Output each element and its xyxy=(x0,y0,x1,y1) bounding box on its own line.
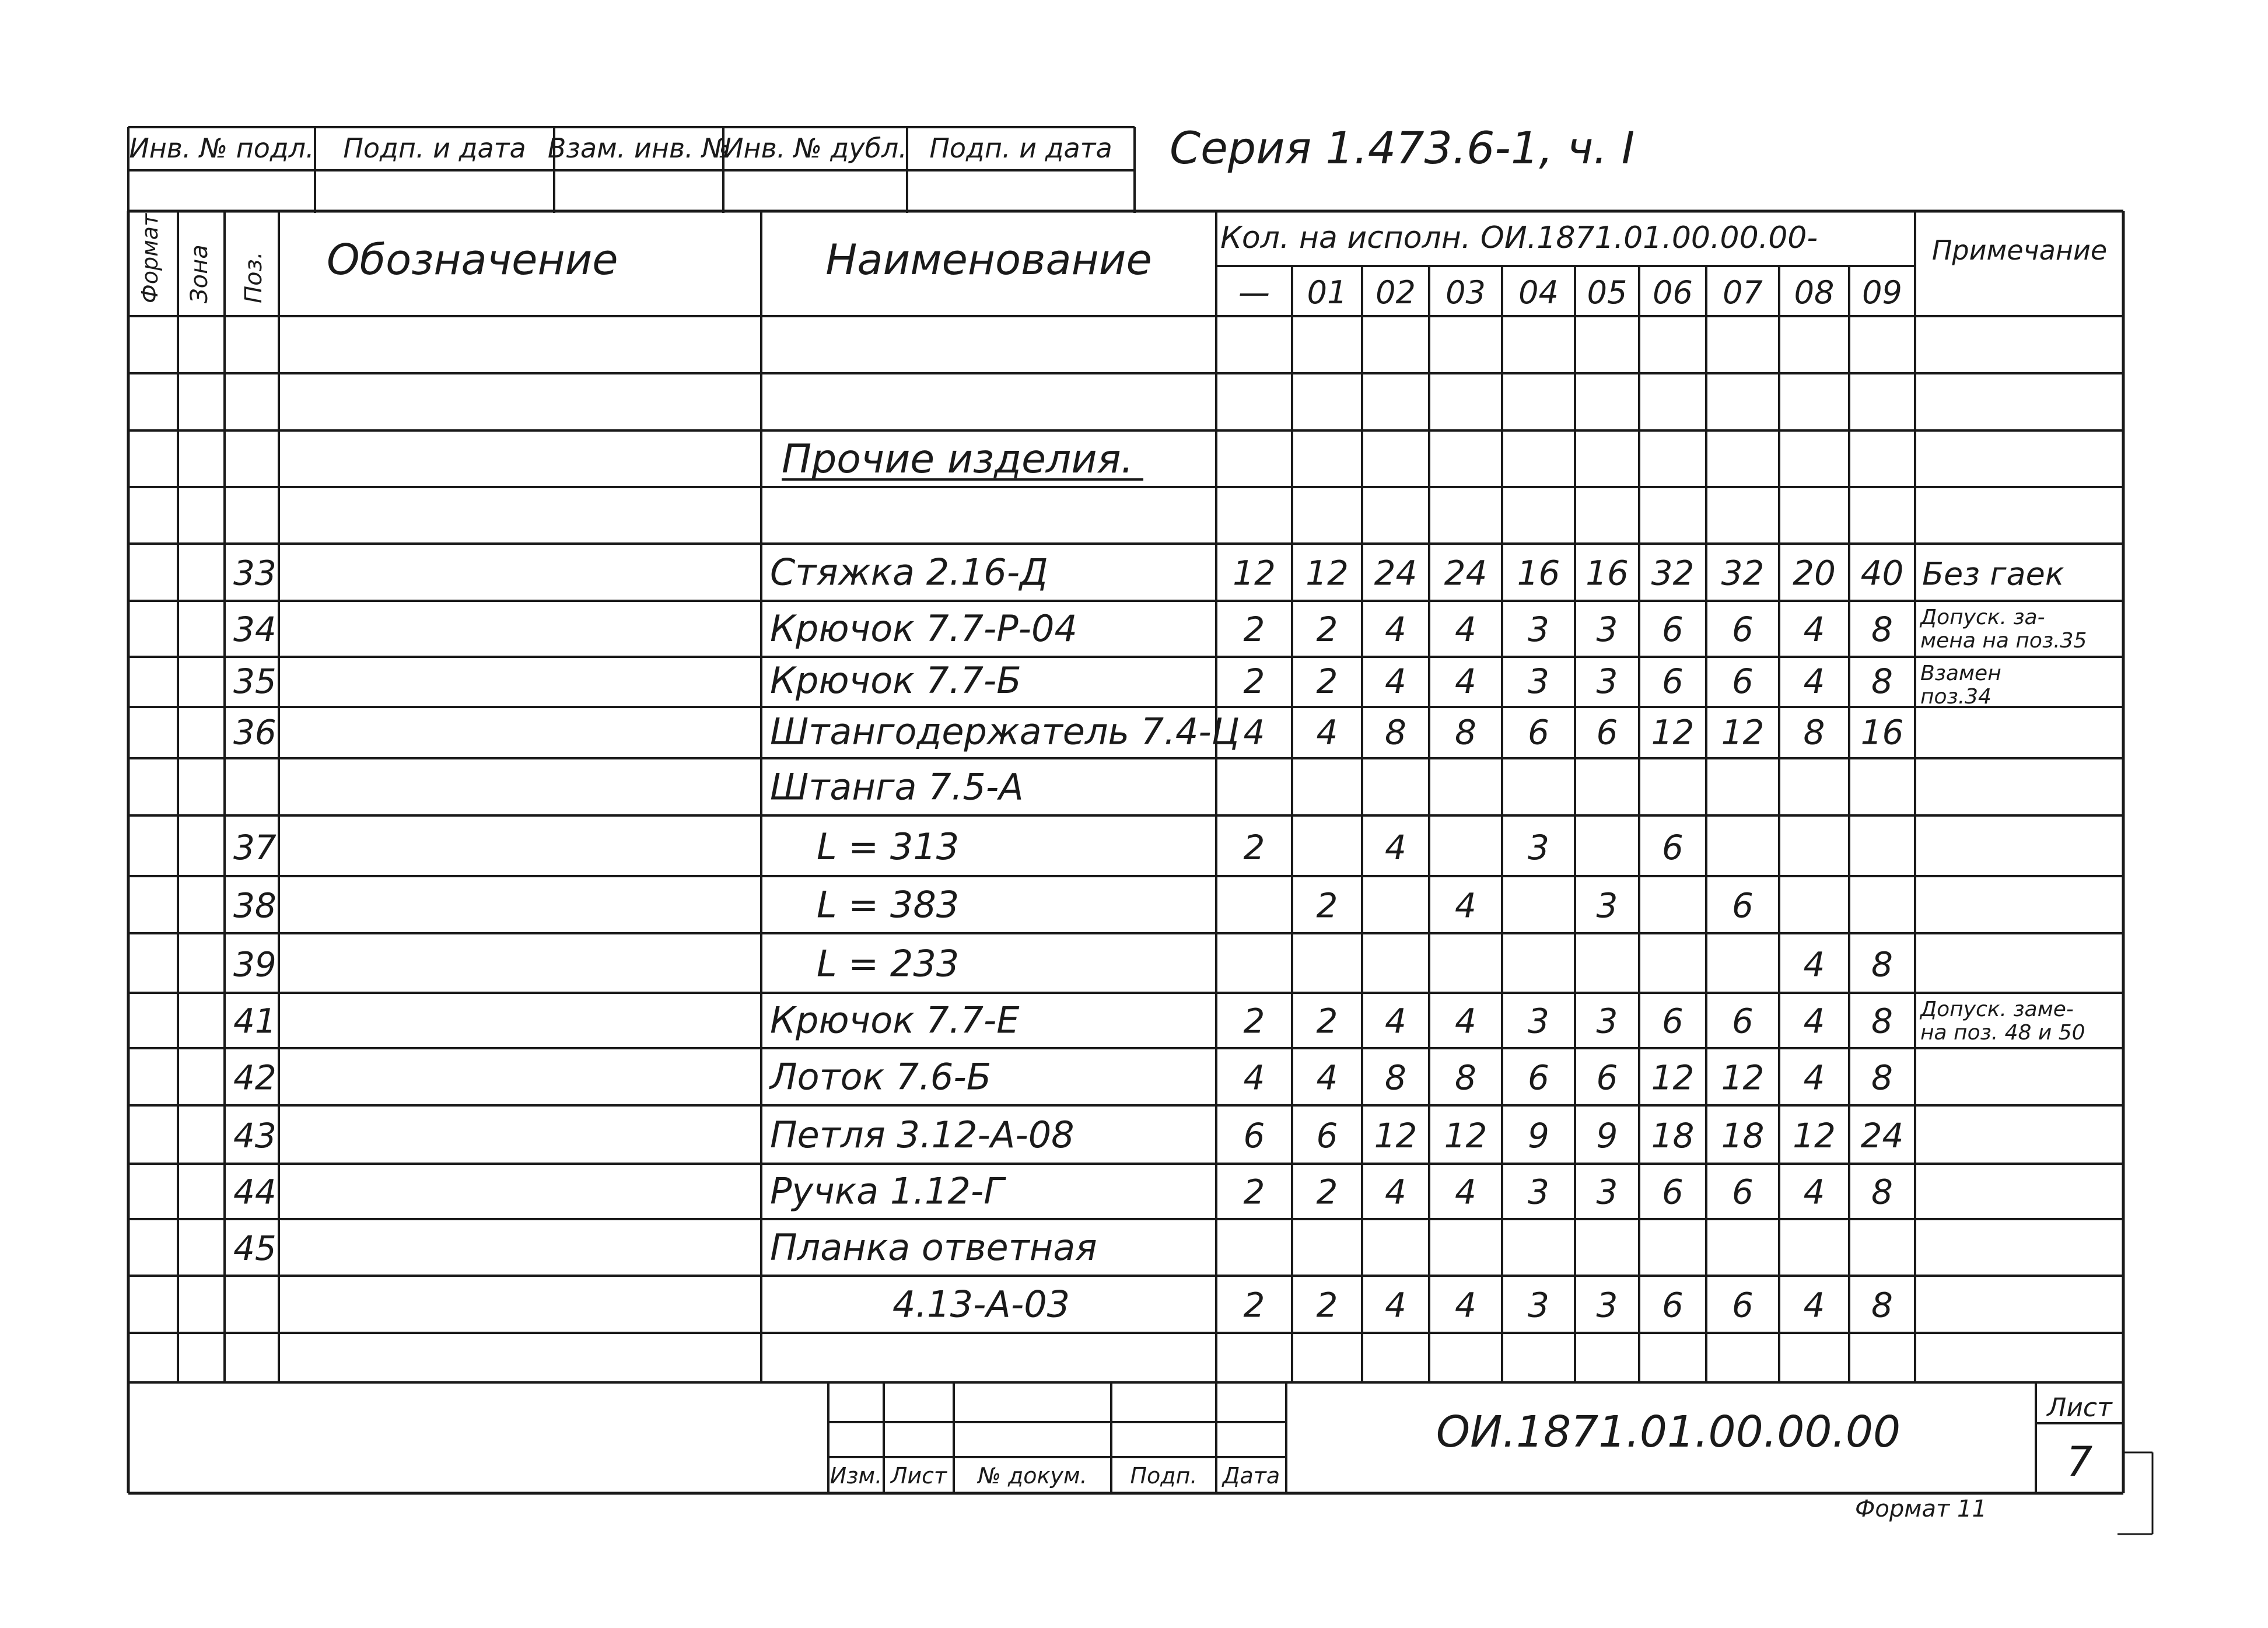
row-pos: 37 xyxy=(233,827,276,867)
row-pos: 34 xyxy=(233,610,276,650)
row-pos: 35 xyxy=(233,661,276,701)
row-qty: 2 xyxy=(1316,885,1338,926)
row-qty: 12 xyxy=(1651,712,1695,752)
row-qty: 20 xyxy=(1793,553,1836,593)
series-title: Серия 1.473.6-1, ч. I xyxy=(1170,122,1635,174)
row-qty: 6 xyxy=(1662,1285,1684,1325)
row-qty: 8 xyxy=(1455,712,1476,752)
row-qty: 2 xyxy=(1243,827,1265,867)
row-qty: 6 xyxy=(1528,712,1549,752)
header-pos: Поз. xyxy=(240,251,267,303)
row-qty: 6 xyxy=(1662,661,1684,701)
variant-label: 04 xyxy=(1518,274,1559,311)
stamp-cell-label: Инв. № подл. xyxy=(129,132,314,164)
row-qty: 2 xyxy=(1316,1285,1338,1325)
row-qty: 4 xyxy=(1385,1001,1406,1041)
row-qty: 12 xyxy=(1374,1116,1418,1156)
row-qty: 8 xyxy=(1871,1172,1893,1212)
row-qty: 8 xyxy=(1803,712,1825,752)
row-qty: 8 xyxy=(1871,1058,1893,1098)
row-qty: 8 xyxy=(1871,1001,1893,1041)
row-qty: 40 xyxy=(1860,553,1904,593)
row-qty: 3 xyxy=(1528,827,1549,867)
row-qty: 3 xyxy=(1528,1001,1549,1041)
row-qty: 6 xyxy=(1316,1116,1338,1156)
row-qty: 4 xyxy=(1803,610,1825,650)
row-qty: 2 xyxy=(1243,1285,1265,1325)
row-name: Планка ответная xyxy=(770,1226,1097,1269)
variant-label: — xyxy=(1238,274,1270,311)
row-name: Петля 3.12-А-08 xyxy=(770,1114,1074,1156)
row-qty: 4 xyxy=(1803,661,1825,701)
row-qty: 4 xyxy=(1243,712,1265,752)
header-name: Наименование xyxy=(825,235,1152,284)
row-pos: 38 xyxy=(233,885,276,926)
row-qty: 18 xyxy=(1651,1116,1695,1156)
row-name: Штангодержатель 7.4-Ц xyxy=(770,710,1240,753)
variant-label: 08 xyxy=(1794,274,1835,311)
row-qty: 6 xyxy=(1732,661,1754,701)
row-qty: 4 xyxy=(1455,1285,1476,1325)
variant-label: 02 xyxy=(1376,274,1416,311)
row-qty: 2 xyxy=(1316,610,1338,650)
title-block-col-label: Дата xyxy=(1222,1463,1280,1489)
row-qty: 8 xyxy=(1455,1058,1476,1098)
row-qty: 6 xyxy=(1732,1285,1754,1325)
header-designation: Обозначение xyxy=(327,235,618,284)
row-qty: 3 xyxy=(1596,610,1618,650)
row-name: L = 313 xyxy=(817,825,960,868)
row-qty: 2 xyxy=(1316,1001,1338,1041)
row-qty: 6 xyxy=(1662,610,1684,650)
row-name: Крючок 7.7-Р-04 xyxy=(770,607,1077,650)
row-note: мена на поз.35 xyxy=(1920,629,2087,653)
row-qty: 3 xyxy=(1596,885,1618,926)
row-qty: 12 xyxy=(1651,1058,1695,1098)
row-qty: 4 xyxy=(1243,1058,1265,1098)
row-qty: 4 xyxy=(1316,1058,1338,1098)
row-qty: 6 xyxy=(1243,1116,1265,1156)
row-qty: 24 xyxy=(1374,553,1418,593)
row-name: 4.13-А-03 xyxy=(892,1283,1070,1326)
title-block-col-label: Подп. xyxy=(1130,1463,1198,1489)
row-qty: 8 xyxy=(1871,944,1893,985)
row-qty: 3 xyxy=(1596,1172,1618,1212)
row-name: Крючок 7.7-Б xyxy=(770,659,1021,702)
row-name: Крючок 7.7-Е xyxy=(770,999,1020,1042)
row-qty: 8 xyxy=(1871,1285,1893,1325)
row-qty: 32 xyxy=(1651,553,1695,593)
row-qty: 16 xyxy=(1586,553,1629,593)
row-qty: 8 xyxy=(1871,661,1893,701)
row-qty: 12 xyxy=(1306,553,1349,593)
row-qty: 4 xyxy=(1803,944,1825,985)
format-footer: Формат 11 xyxy=(1855,1496,1987,1522)
row-pos: 42 xyxy=(233,1058,276,1098)
row-qty: 12 xyxy=(1444,1116,1488,1156)
row-name: L = 383 xyxy=(817,883,960,926)
variant-label: 07 xyxy=(1723,274,1763,311)
stamp-cell-label: Подп. и дата xyxy=(929,132,1112,164)
stamp-cell-label: Подп. и дата xyxy=(343,132,526,164)
row-note: поз.34 xyxy=(1920,685,1992,709)
row-qty: 18 xyxy=(1721,1116,1765,1156)
row-qty: 16 xyxy=(1517,553,1560,593)
header-format: Формат xyxy=(137,213,163,303)
row-name: Стяжка 2.16-Д xyxy=(770,551,1048,594)
row-name: L = 233 xyxy=(817,942,960,985)
row-qty: 9 xyxy=(1528,1116,1549,1156)
row-pos: 44 xyxy=(233,1172,276,1212)
row-qty: 16 xyxy=(1860,712,1904,752)
row-qty: 4 xyxy=(1385,1172,1406,1212)
row-qty: 4 xyxy=(1455,1001,1476,1041)
row-qty: 12 xyxy=(1793,1116,1836,1156)
row-qty: 4 xyxy=(1803,1001,1825,1041)
row-qty: 8 xyxy=(1385,1058,1406,1098)
variant-label: 01 xyxy=(1307,274,1348,311)
row-qty: 2 xyxy=(1243,1001,1265,1041)
row-pos: 33 xyxy=(233,553,276,593)
row-qty: 4 xyxy=(1455,885,1476,926)
row-pos: 41 xyxy=(233,1001,276,1041)
sheet-number: 7 xyxy=(2066,1438,2093,1486)
row-qty: 3 xyxy=(1596,661,1618,701)
row-qty: 12 xyxy=(1721,712,1765,752)
row-qty: 4 xyxy=(1803,1172,1825,1212)
row-qty: 4 xyxy=(1455,661,1476,701)
row-qty: 6 xyxy=(1596,1058,1618,1098)
variant-label: 09 xyxy=(1862,274,1902,311)
row-qty: 6 xyxy=(1732,1172,1754,1212)
row-qty: 6 xyxy=(1596,712,1618,752)
stamp-cell-label: Инв. № дубл. xyxy=(723,132,907,164)
section-title: Прочие изделия. xyxy=(782,436,1134,482)
row-qty: 3 xyxy=(1528,1172,1549,1212)
title-block-col-label: № докум. xyxy=(978,1463,1087,1489)
row-name: Ручка 1.12-Г xyxy=(770,1170,1004,1213)
row-qty: 4 xyxy=(1455,1172,1476,1212)
row-qty: 3 xyxy=(1596,1001,1618,1041)
row-pos: 36 xyxy=(233,712,276,752)
stamp-cell-label: Взам. инв. № xyxy=(547,132,730,164)
row-pos: 39 xyxy=(233,944,276,985)
row-qty: 3 xyxy=(1528,661,1549,701)
drawing-code: ОИ.1871.01.00.00.00 xyxy=(1436,1407,1901,1457)
row-qty: 4 xyxy=(1385,1285,1406,1325)
row-qty: 3 xyxy=(1528,610,1549,650)
row-qty: 6 xyxy=(1732,1001,1754,1041)
row-qty: 24 xyxy=(1444,553,1488,593)
row-note: Взамен xyxy=(1920,661,2001,685)
row-qty: 2 xyxy=(1316,661,1338,701)
row-qty: 12 xyxy=(1721,1058,1765,1098)
row-qty: 8 xyxy=(1871,610,1893,650)
variant-label: 03 xyxy=(1446,274,1486,311)
header-note: Примечание xyxy=(1931,234,2108,266)
row-qty: 12 xyxy=(1233,553,1276,593)
variant-label: 05 xyxy=(1587,274,1628,311)
header-qty-title: Кол. на исполн. ОИ.1871.01.00.00.00- xyxy=(1220,220,1818,255)
row-qty: 3 xyxy=(1596,1285,1618,1325)
row-note: Без гаек xyxy=(1922,555,2064,593)
row-qty: 3 xyxy=(1528,1285,1549,1325)
variant-label: 06 xyxy=(1653,274,1693,311)
row-qty: 4 xyxy=(1385,661,1406,701)
row-qty: 6 xyxy=(1732,610,1754,650)
row-qty: 4 xyxy=(1455,610,1476,650)
row-pos: 43 xyxy=(233,1116,276,1156)
row-note: Допуск. за- xyxy=(1920,605,2045,629)
row-name: Штанга 7.5-А xyxy=(770,765,1024,808)
row-qty: 6 xyxy=(1662,827,1684,867)
row-qty: 6 xyxy=(1662,1172,1684,1212)
row-qty: 32 xyxy=(1721,553,1765,593)
row-qty: 4 xyxy=(1803,1285,1825,1325)
row-qty: 24 xyxy=(1860,1116,1904,1156)
row-pos: 45 xyxy=(233,1228,276,1268)
sheet-label: Лист xyxy=(2047,1393,2112,1423)
row-qty: 6 xyxy=(1732,885,1754,926)
row-note: Допуск. заме- xyxy=(1920,997,2074,1021)
row-qty: 2 xyxy=(1243,1172,1265,1212)
row-note: на поз. 48 и 50 xyxy=(1920,1021,2085,1045)
title-block-col-label: Изм. xyxy=(830,1463,883,1489)
row-qty: 6 xyxy=(1662,1001,1684,1041)
row-qty: 4 xyxy=(1803,1058,1825,1098)
row-name: Лоток 7.6-Б xyxy=(770,1055,992,1098)
table-grid xyxy=(128,127,2152,1534)
row-qty: 8 xyxy=(1385,712,1406,752)
title-block-col-label: Лист xyxy=(890,1463,947,1489)
row-qty: 4 xyxy=(1316,712,1338,752)
row-qty: 2 xyxy=(1316,1172,1338,1212)
row-qty: 4 xyxy=(1385,610,1406,650)
row-qty: 6 xyxy=(1528,1058,1549,1098)
row-qty: 4 xyxy=(1385,827,1406,867)
header-zone: Зона xyxy=(186,244,213,303)
row-qty: 2 xyxy=(1243,610,1265,650)
row-qty: 9 xyxy=(1596,1116,1618,1156)
table-text xyxy=(129,122,2113,1522)
row-qty: 2 xyxy=(1243,661,1265,701)
